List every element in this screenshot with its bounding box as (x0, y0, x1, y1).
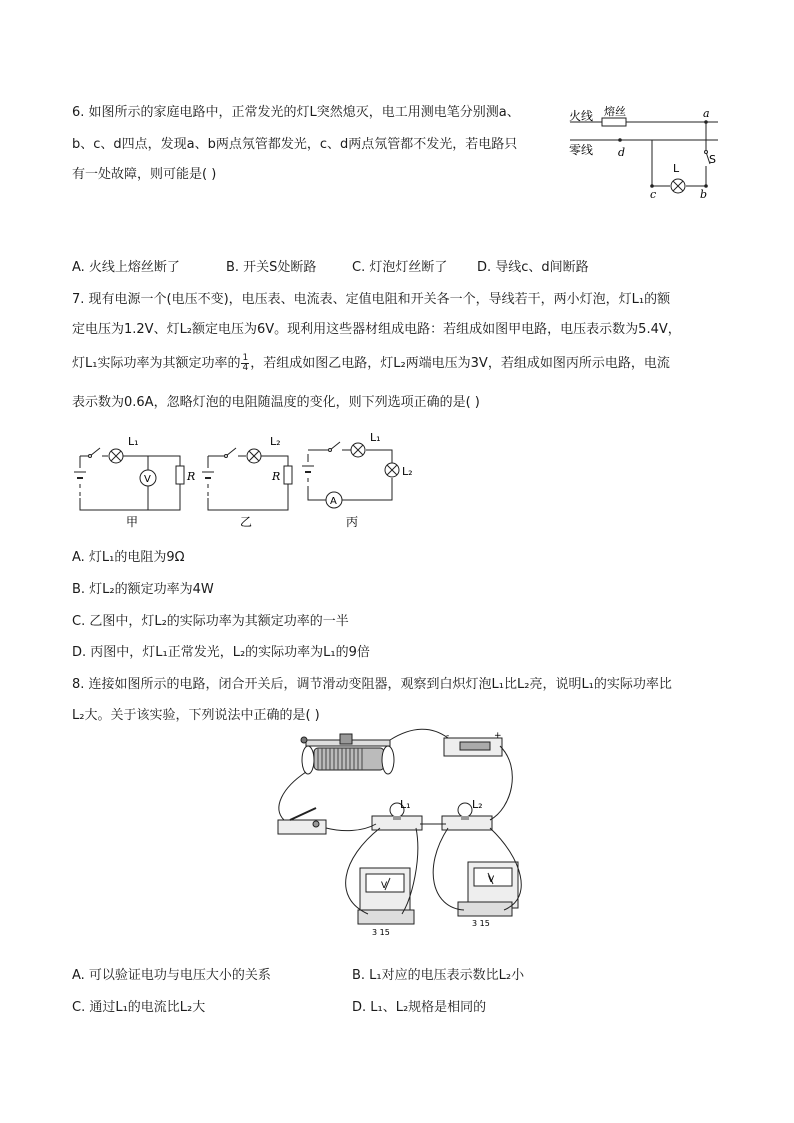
resistor-icon (284, 466, 292, 484)
svg-text:A: A (330, 496, 337, 507)
circuit-jia-figure (68, 428, 198, 530)
circuit-yi-figure (198, 428, 298, 530)
figure-yi-label: 乙 (240, 515, 253, 529)
fuse (602, 118, 626, 126)
fuse-label: 熔丝 (604, 105, 626, 118)
voltmeter-1-icon (358, 868, 414, 937)
point-c-label: c (650, 188, 657, 201)
svg-text:V: V (488, 875, 495, 885)
q7-stem-line3-part2: ，若组成如图乙电路，灯L₂两端电压为3V，若组成如图丙所示电路，电流 (250, 356, 670, 371)
l1-label: L₁ (128, 435, 139, 448)
q6-stem-line2: b、c、d四点，发现a、b两点氖管都发光，c、d两点氖管都不发光，若电路只 (72, 137, 518, 152)
figure-jia-label: 甲 (126, 515, 139, 529)
q7-stem-line4: 表示数为0.6A，忽略灯泡的电阻随温度的变化，则下列选项正确的是( ) (72, 395, 480, 410)
svg-text:R: R (187, 470, 196, 483)
l2-label: L₂ (270, 435, 281, 448)
point-b-label: b (700, 188, 708, 201)
l2-label: L₂ (402, 465, 413, 478)
q8-option-c[interactable]: C. 通过L₁的电流比L₂大 (72, 1000, 206, 1015)
q7-option-b[interactable]: B. 灯L₂的额定功率为4W (72, 582, 214, 597)
rheostat-icon (301, 734, 394, 774)
knife-switch-icon (278, 808, 326, 834)
switch-label: S (709, 153, 716, 166)
neutral-wire-label: 零线 (569, 143, 594, 157)
q6-option-a[interactable]: A. 火线上熔丝断了 (72, 260, 180, 275)
q7-option-d[interactable]: D. 丙图中，灯L₁正常发光，L₂的实际功率为L₁的9倍 (72, 645, 370, 660)
q6-stem-line1: 6. 如图所示的家庭电路中，正常发光的灯L突然熄灭，电工用测电笔分别测a、 (72, 105, 520, 120)
figure-bing-label: 丙 (346, 515, 359, 529)
svg-text:V: V (144, 474, 151, 485)
q7-option-a[interactable]: A. 灯L₁的电阻为9Ω (72, 550, 185, 565)
point-d-label: d (618, 146, 626, 159)
svg-text:+: + (494, 731, 502, 741)
q7-stem-line2: 定电压为1.2V、灯L₂额定电压为6V。现利用这些器材组成电路：若组成如图甲电路，电压表示数为5.4V， (72, 322, 681, 337)
lamp-label: L (673, 162, 680, 175)
svg-text:-: - (446, 731, 450, 741)
q7-stem-line3-part1: 灯L₁实际功率为其额定功率的 (72, 356, 241, 371)
svg-text:R: R (272, 470, 281, 483)
q8-apparatus-figure (272, 728, 534, 940)
one-quarter-fraction: $\frac{1}{4}$ (242, 353, 249, 373)
q8-option-d[interactable]: D. L₁、L₂规格是相同的 (352, 1000, 487, 1015)
q8-stem-line2: L₂大。关于该实验，下列说法中正确的是( ) (72, 708, 320, 723)
q7-stem-line1: 7. 现有电源一个(电压不变)，电压表、电流表、定值电阻和开关各一个，导线若干，两小灯泡，灯L₁的额 (72, 292, 671, 307)
live-wire-label: 火线 (569, 109, 594, 123)
q8-stem-line1: 8. 连接如图所示的电路，闭合开关后，调节滑动变阻器，观察到白炽灯泡L₁比L₂亮，说明L₁的实际功率比 (72, 677, 672, 692)
svg-text:V: V (381, 881, 388, 891)
q6-option-d[interactable]: D. 导线c、d间断路 (477, 260, 589, 275)
q8-option-b[interactable]: B. L₁对应的电压表示数比L₂小 (352, 968, 525, 983)
q6-circuit-figure (560, 100, 730, 205)
q6-option-b[interactable]: B. 开关S处断路 (226, 260, 317, 275)
circuit-bing-figure (298, 428, 418, 530)
l1-label: L₁ (370, 431, 381, 444)
q7-stem-line3 (72, 354, 670, 374)
lamp-l1-icon (372, 803, 422, 830)
q6-stem-line3: 有一处故障，则可能是( ) (72, 167, 217, 182)
q8-l1-label: L₁ (400, 798, 411, 811)
lamp-l2-icon (442, 803, 492, 830)
point-d-dot (618, 138, 622, 142)
svg-text:3 15: 3 15 (472, 919, 490, 928)
point-a-label: a (703, 107, 710, 120)
resistor-icon (176, 466, 184, 484)
svg-text:3 15: 3 15 (372, 928, 390, 937)
q8-l2-label: L₂ (472, 798, 483, 811)
voltmeter-2-icon (458, 862, 518, 928)
battery-box-icon (444, 731, 502, 756)
q6-option-c[interactable]: C. 灯泡灯丝断了 (352, 260, 448, 275)
q8-option-a[interactable]: A. 可以验证电功与电压大小的关系 (72, 968, 271, 983)
q7-option-c[interactable]: C. 乙图中，灯L₂的实际功率为其额定功率的一半 (72, 614, 349, 629)
